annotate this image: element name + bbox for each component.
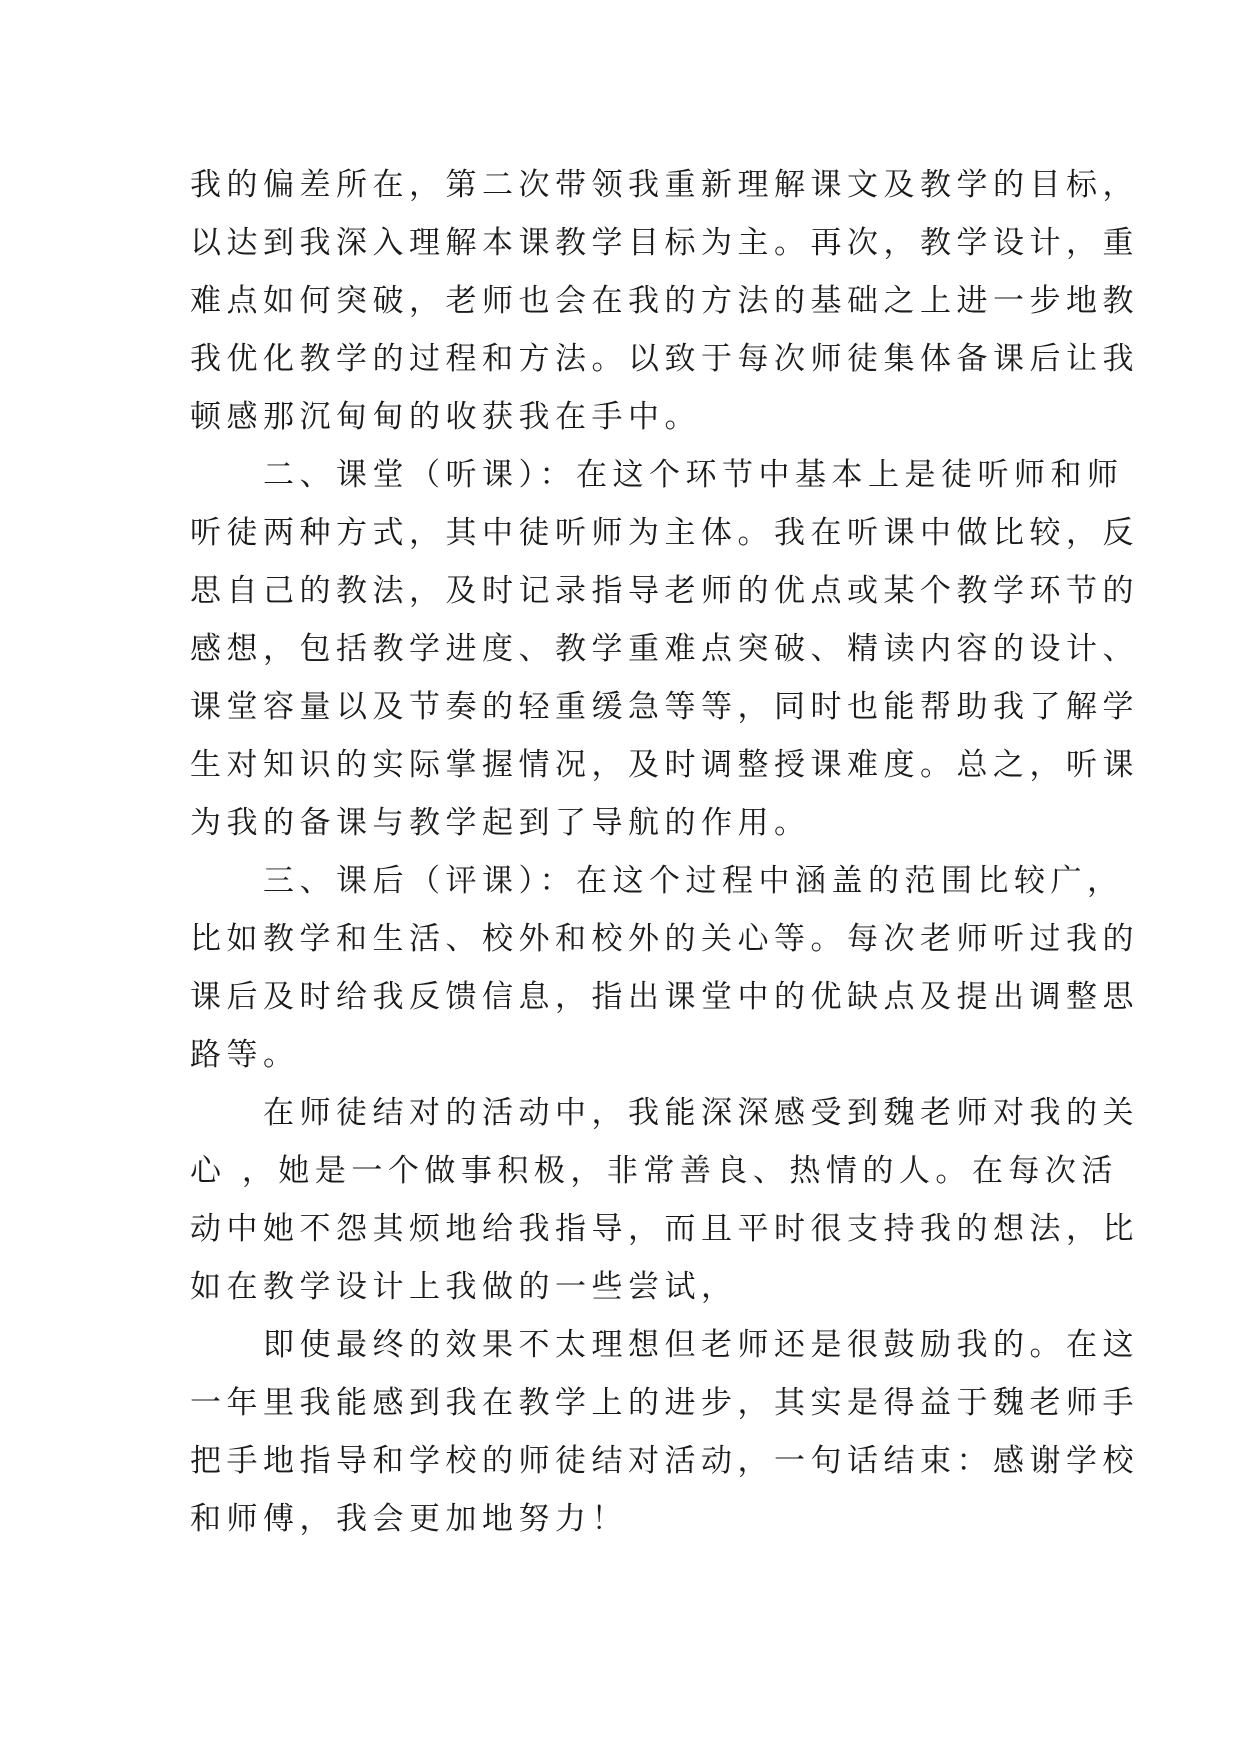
text-line: 二、课堂（听课）：在这个环节中基本上是徒听师和师 bbox=[190, 457, 1124, 493]
text-line: 思自己的教法，及时记录指导老师的优点或某个教学环节的 bbox=[190, 573, 1139, 609]
text-line: 一年里我能感到我在教学上的进步，其实是得益于魏老师手 bbox=[190, 1385, 1139, 1421]
text-line: 动中她不怨其烦地给我指导，而且平时很支持我的想法，比 bbox=[190, 1211, 1139, 1247]
text-line: 如在教学设计上我做的一些尝试， bbox=[190, 1269, 738, 1305]
text-line: 为我的备课与教学起到了导航的作用。 bbox=[190, 805, 811, 841]
text-line: 在师徒结对的活动中，我能深深感受到魏老师对我的关 bbox=[190, 1095, 1139, 1131]
text-line: 三、课后（评课）：在这个过程中涵盖的范围比较广， bbox=[190, 863, 1124, 899]
text-line: 心 ，她是一个做事积极，非常善良、热情的人。在每次活 bbox=[190, 1153, 1118, 1189]
text-line: 感想，包括教学进度、教学重难点突破、精读内容的设计、 bbox=[190, 631, 1139, 667]
body-text bbox=[190, 156, 1139, 1548]
text-line: 以达到我深入理解本课教学目标为主。再次，教学设计，重 bbox=[190, 225, 1139, 261]
text-line: 比如教学和生活、校外和校外的关心等。每次老师听过我的 bbox=[190, 921, 1139, 957]
text-line: 生对知识的实际掌握情况，及时调整授课难度。总之，听课 bbox=[190, 747, 1139, 783]
text-line: 我优化教学的过程和方法。以致于每次师徒集体备课后让我 bbox=[190, 341, 1139, 377]
text-line: 课后及时给我反馈信息，指出课堂中的优缺点及提出调整思 bbox=[190, 979, 1139, 1015]
text-line: 即使最终的效果不太理想但老师还是很鼓励我的。在这 bbox=[190, 1327, 1139, 1363]
text-line: 路等。 bbox=[190, 1037, 300, 1073]
text-line: 顿感那沉甸甸的收获我在手中。 bbox=[190, 399, 701, 435]
text-line: 我的偏差所在，第二次带领我重新理解课文及教学的目标， bbox=[190, 167, 1139, 203]
text-line: 课堂容量以及节奏的轻重缓急等等，同时也能帮助我了解学 bbox=[190, 689, 1139, 725]
text-line: 难点如何突破，老师也会在我的方法的基础之上进一步地教 bbox=[190, 283, 1139, 319]
text-line: 把手地指导和学校的师徒结对活动，一句话结束：感谢学校 bbox=[190, 1443, 1139, 1479]
text-line: 和师傅，我会更加地努力！ bbox=[190, 1501, 628, 1537]
text-line: 听徒两种方式，其中徒听师为主体。我在听课中做比较，反 bbox=[190, 515, 1139, 551]
